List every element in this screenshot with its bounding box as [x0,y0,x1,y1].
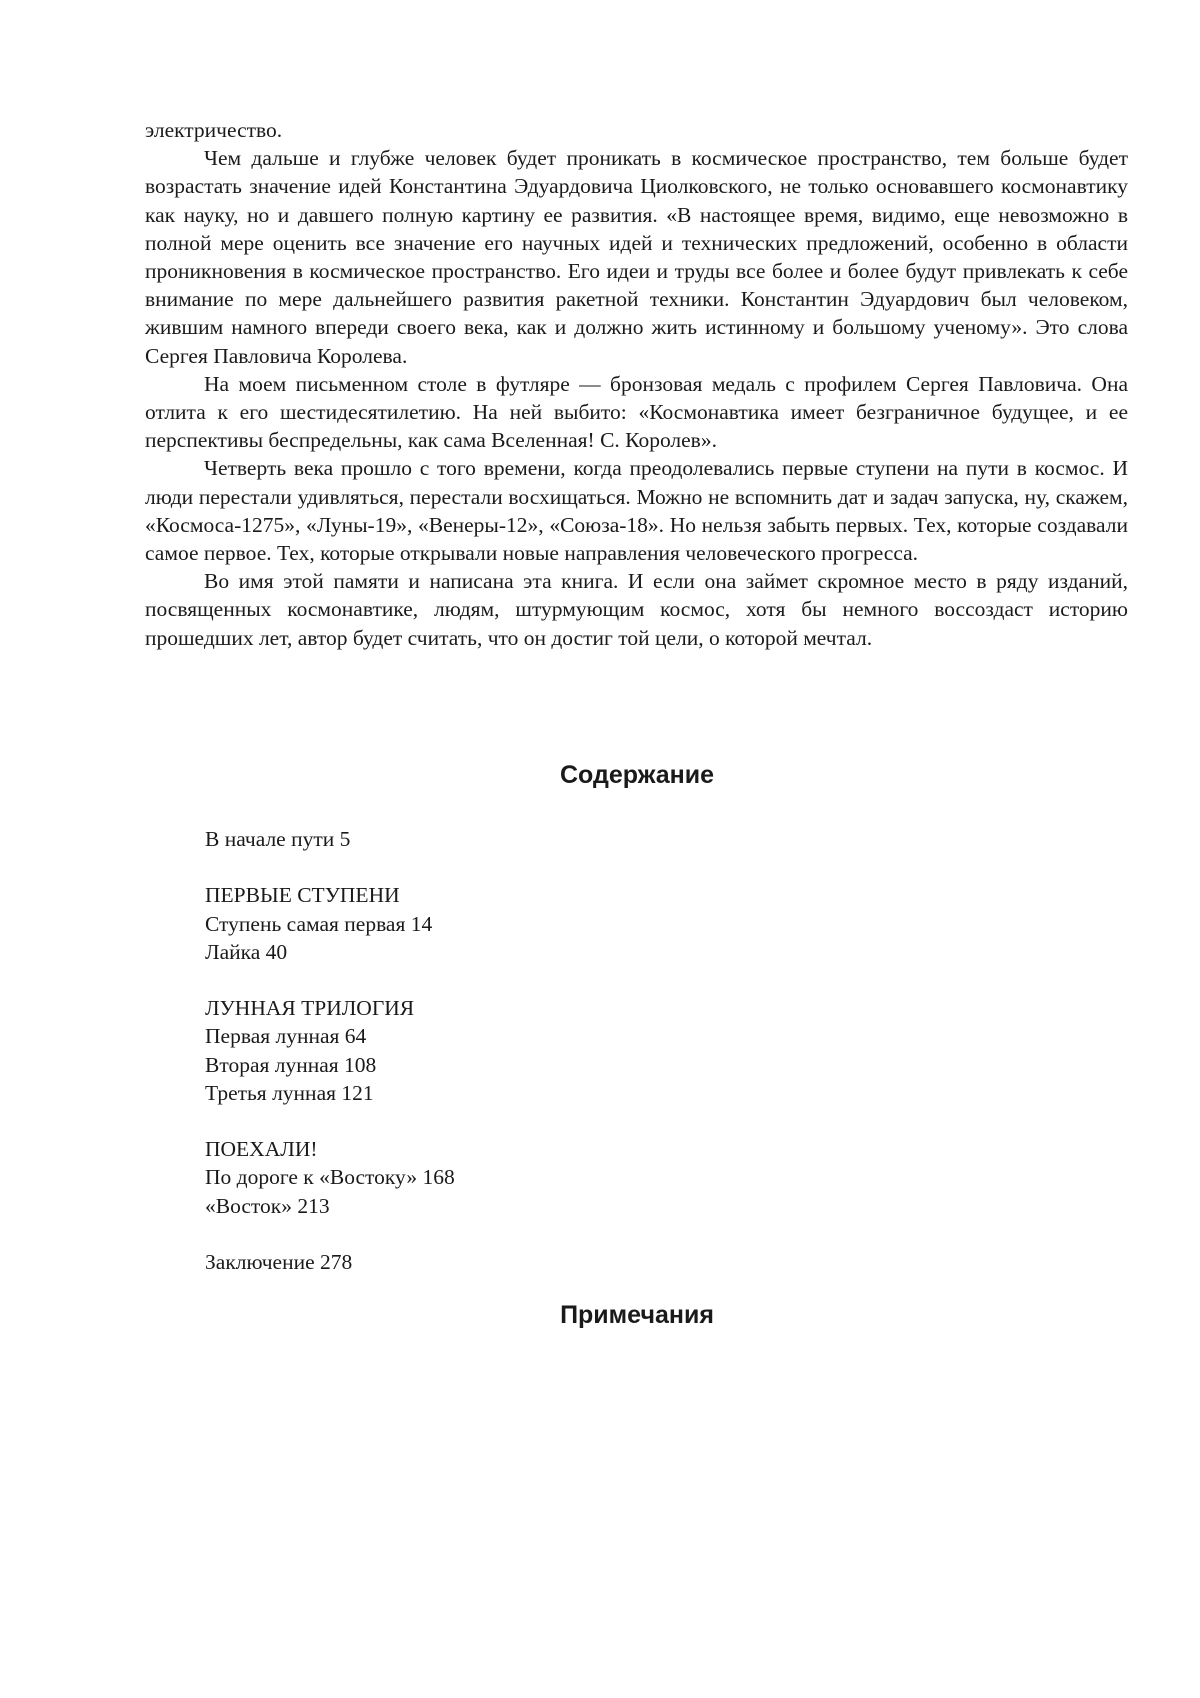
table-of-contents [205,825,905,1304]
toc-group-pervye-stupeni [205,881,905,966]
paragraph-tsiolkovsky-ideas: Чем дальше и глубже человек будет проникать в космическое пространство, тем больше будет возрастать значение идей Константина Эдуардовича Циолковского, не только основавшего космонавтику как науку, но и давшего полную картину ее развития. «В настоящее время, видимо, еще невозможно в полной мере оценить все значение его научных идей и технических предложений, особенно в области проникновения в космическое пространство. Его идеи и труды все более и более будут привлекать к себе внимание по мере дальнейшего развития ракетной техники. Константин Эдуардович был человеком, жившим намного впереди своего века, как и должно жить истинному и большому ученому». Это слова Сергея Павловича Королева. [145,146,1128,368]
toc-group-conclusion [205,1248,905,1276]
toc-part-heading-poekhali[interactable]: ПОЕХАЛИ! [205,1137,318,1162]
paragraph-book-purpose: Во имя этой памяти и написана эта книга. И если она займет скромное место в ряду изданий, посвященных космонавтике, людям, штурмующим космос, хотя бы немного воссоздаст историю прошедших лет, автор будет считать, что он достиг той цели, о которой мечтал. [145,569,1128,650]
paragraph-quarter-century: Четверть века прошло с того времени, когда преодолевались первые ступени на пути в космос. И люди перестали удивляться, перестали восхищаться. Можно не вспомнить дат и задач запуска, ну, скажем, «Космоса-1275», «Луны-19», «Венеры-12», «Союза-18». Но нельзя забыть первых. Тех, которые создавали самое первое. Тех, которые открывали новые направления человеческого прогресса. [145,456,1128,566]
toc-entry-vostok[interactable]: «Восток» 213 [205,1193,330,1218]
paragraph-continuation: электричество. [145,118,283,142]
paragraph-bronze-medal: На моем письменном столе в футляре — бронзовая медаль с профилем Сергея Павловича. Она отлита к его шестидесятилетию. На ней выбито: «Космонавтика имеет безграничное будущее, и ее перспективы беспредельны, как сама Вселенная! С. Королев». [145,371,1128,453]
toc-part-heading-lunnaya-trilogiya[interactable]: ЛУННАЯ ТРИЛОГИЯ [205,996,415,1021]
toc-entry-po-doroge-k-vostoku[interactable]: По дороге к «Востоку» 168 [205,1165,455,1190]
toc-entry-zaklyuchenie[interactable]: Заключение 278 [205,1249,353,1274]
body-text [145,116,1128,652]
toc-entry-stupen-samaya-pervaya[interactable]: Ступень самая первая 14 [205,911,433,936]
toc-entry-tretya-lunnaya[interactable]: Третья лунная 121 [205,1080,374,1105]
toc-group-intro [205,825,905,853]
toc-entry-pervaya-lunnaya[interactable]: Первая лунная 64 [205,1024,367,1049]
toc-entry-laika[interactable]: Лайка 40 [205,939,288,964]
toc-part-heading-pervye-stupeni[interactable]: ПЕРВЫЕ СТУПЕНИ [205,883,400,908]
toc-group-poekhali [205,1135,905,1220]
notes-heading: Примечания [560,1301,714,1329]
contents-heading: Содержание [559,761,715,789]
toc-entry-vtoraya-lunnaya[interactable]: Вторая лунная 108 [205,1052,377,1077]
toc-entry-v-nachale-puti[interactable]: В начале пути 5 [205,827,351,851]
toc-group-lunnaya-trilogiya [205,994,905,1107]
